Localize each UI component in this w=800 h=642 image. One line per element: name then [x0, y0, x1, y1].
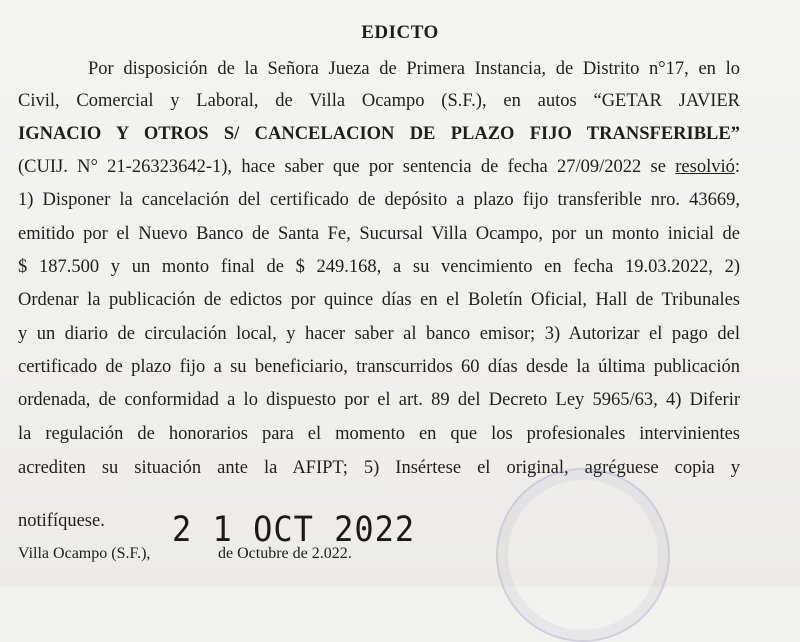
text-line-11: ordenada, de conformidad a lo dispuesto por el art. 89 del Decreto Ley 5965/63, 4) Diferir: [18, 390, 740, 410]
document-title: EDICTO: [361, 22, 439, 43]
text-line-14: notifíquese.: [18, 511, 105, 531]
resolvio-underlined: resolvió: [675, 157, 735, 177]
text-line-4: (CUIJ. N° 21-26323642-1), hace saber que por sentencia de fecha 27/09/2022 se resolvió:: [18, 157, 740, 177]
text-line-5: 1) Disponer la cancelación del certificado de depósito a plazo fijo transferible nro. 43669,: [18, 190, 740, 210]
court-seal-stamp: [496, 468, 670, 642]
date-text: de Octubre de 2.022.: [218, 545, 352, 562]
text-line-6: emitido por el Nuevo Banco de Santa Fe, Sucursal Villa Ocampo, por un monto inicial de: [18, 224, 740, 244]
text-line-9: y un diario de circulación local, y hacer saber al banco emisor; 3) Autorizar el pago del: [18, 324, 740, 344]
text-line-2: Civil, Comercial y Laboral, de Villa Ocampo (S.F.), en autos “GETAR JAVIER: [18, 91, 740, 111]
text-line-7: $ 187.500 y un monto final de $ 249.168, a su vencimiento en fecha 19.03.2022, 2): [18, 257, 740, 277]
text-line-3: IGNACIO Y OTROS S/ CANCELACION DE PLAZO FIJO TRANSFERIBLE”: [18, 124, 740, 144]
text-line-13: acrediten su situación ante la AFIPT; 5) Insértese el original, agréguese copia y: [18, 458, 740, 478]
text-line-12: la regulación de honorarios para el momento en que los profesionales intervinientes: [18, 424, 740, 444]
date-stamp: 2 1 OCT 2022: [172, 508, 416, 550]
text-line-1: Por disposición de la Señora Jueza de Primera Instancia, de Distrito n°17, en lo: [88, 59, 740, 79]
text-line-8: Ordenar la publicación de edictos por quince días en el Boletín Oficial, Hall de Tribunales: [18, 290, 740, 310]
place-text: Villa Ocampo (S.F.),: [18, 545, 151, 562]
text-line-10: certificado de plazo fijo a su beneficiario, transcurridos 60 días desde la última publicación: [18, 357, 740, 377]
